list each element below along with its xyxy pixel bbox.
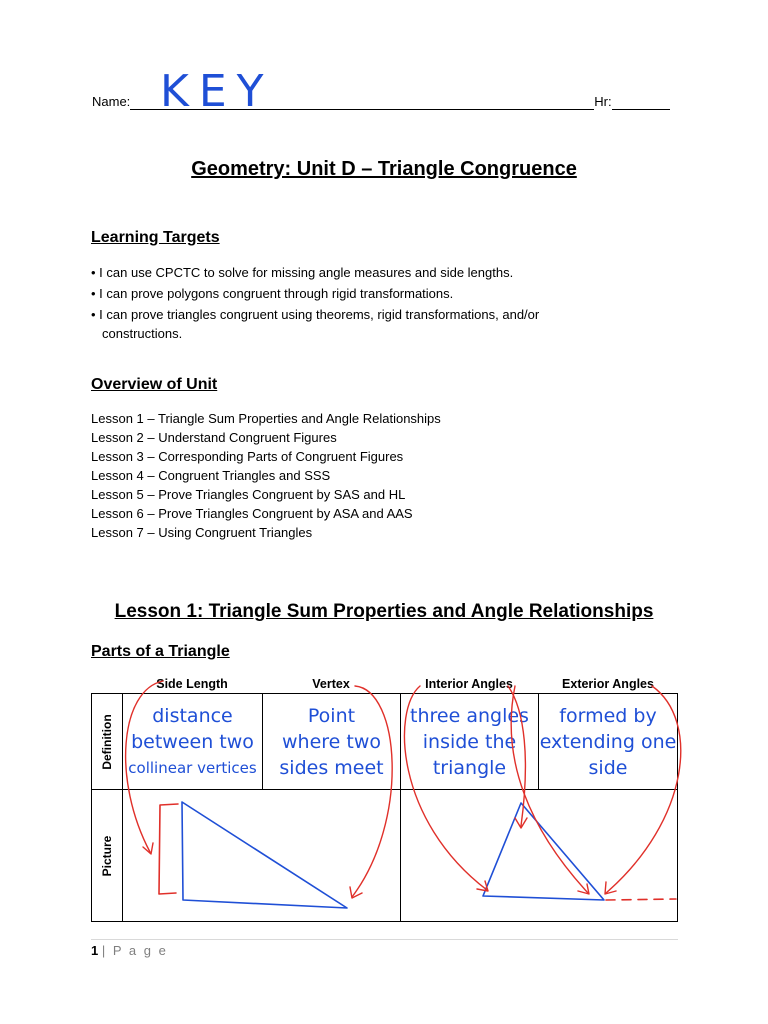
arrow-exterior [606, 686, 681, 893]
page-number: 1 [91, 943, 99, 958]
hand-line: Point [307, 704, 356, 727]
hand-line: inside the [422, 730, 517, 753]
list-item: constructions. [102, 326, 183, 341]
arrow-interior-right [511, 686, 588, 893]
column-header-exterior-angles: Exterior Angles [562, 677, 654, 691]
list-item: • I can prove polygons congruent through rigid transformations. [91, 286, 454, 301]
extension-dashes [606, 899, 676, 900]
row-label-definition: Definition [100, 713, 114, 770]
overview-heading: Overview of Unit [91, 376, 218, 393]
list-item: Lesson 4 – Congruent Triangles and SSS [91, 468, 331, 483]
page-title: Geometry: Unit D – Triangle Congruence [191, 158, 577, 180]
list-item: Lesson 3 – Corresponding Parts of Congruent Figures [91, 449, 404, 464]
column-header-side-length: Side Length [156, 677, 228, 691]
arrow-vertex [352, 686, 392, 897]
list-item: Lesson 2 – Understand Congruent Figures [91, 430, 337, 445]
list-item: Lesson 7 – Using Congruent Triangles [91, 525, 313, 540]
arrow-interior-left [404, 686, 487, 890]
hand-line: triangle [432, 756, 507, 779]
list-item: • I can use CPCTC to solve for missing angle measures and side lengths. [91, 265, 514, 280]
parts-heading: Parts of a Triangle [91, 643, 230, 660]
lesson1-title: Lesson 1: Triangle Sum Properties and Angle Relationships [114, 601, 654, 622]
arrow-interior-top [508, 686, 525, 826]
footer-rule [91, 939, 678, 940]
hand-line: extending one [539, 730, 677, 753]
column-header-interior-angles: Interior Angles [425, 677, 513, 691]
right-triangle-drawing [182, 802, 347, 908]
hand-line: where two [281, 730, 381, 753]
hour-label: Hr: [594, 94, 612, 109]
handwritten-name: KEY [160, 66, 274, 117]
list-item: • I can prove triangles congruent using theorems, rigid transformations, and/or [91, 307, 540, 322]
name-label: Name: [92, 94, 131, 109]
triangle-drawing [483, 803, 604, 900]
arrow-side-length [126, 681, 163, 852]
list-item: Lesson 5 – Prove Triangles Congruent by SAS and HL [91, 487, 406, 502]
page-footer [91, 943, 168, 958]
list-item: Lesson 6 – Prove Triangles Congruent by ASA and AAS [91, 506, 413, 521]
hand-line: three angles [410, 704, 529, 727]
hand-line: collinear vertices [128, 758, 257, 777]
list-item: Lesson 1 – Triangle Sum Properties and Angle Relationships [91, 411, 441, 426]
hand-line: side [588, 756, 628, 779]
hand-line: formed by [559, 704, 657, 727]
row-label-picture: Picture [100, 835, 114, 876]
page-word: | P a g e [101, 943, 168, 958]
hand-line: between two [131, 730, 254, 753]
hand-line: sides meet [279, 756, 384, 779]
learning-targets-heading: Learning Targets [91, 229, 220, 246]
side-bracket-drawing [159, 804, 178, 894]
hand-line: distance [152, 704, 233, 727]
column-header-vertex: Vertex [312, 677, 350, 691]
